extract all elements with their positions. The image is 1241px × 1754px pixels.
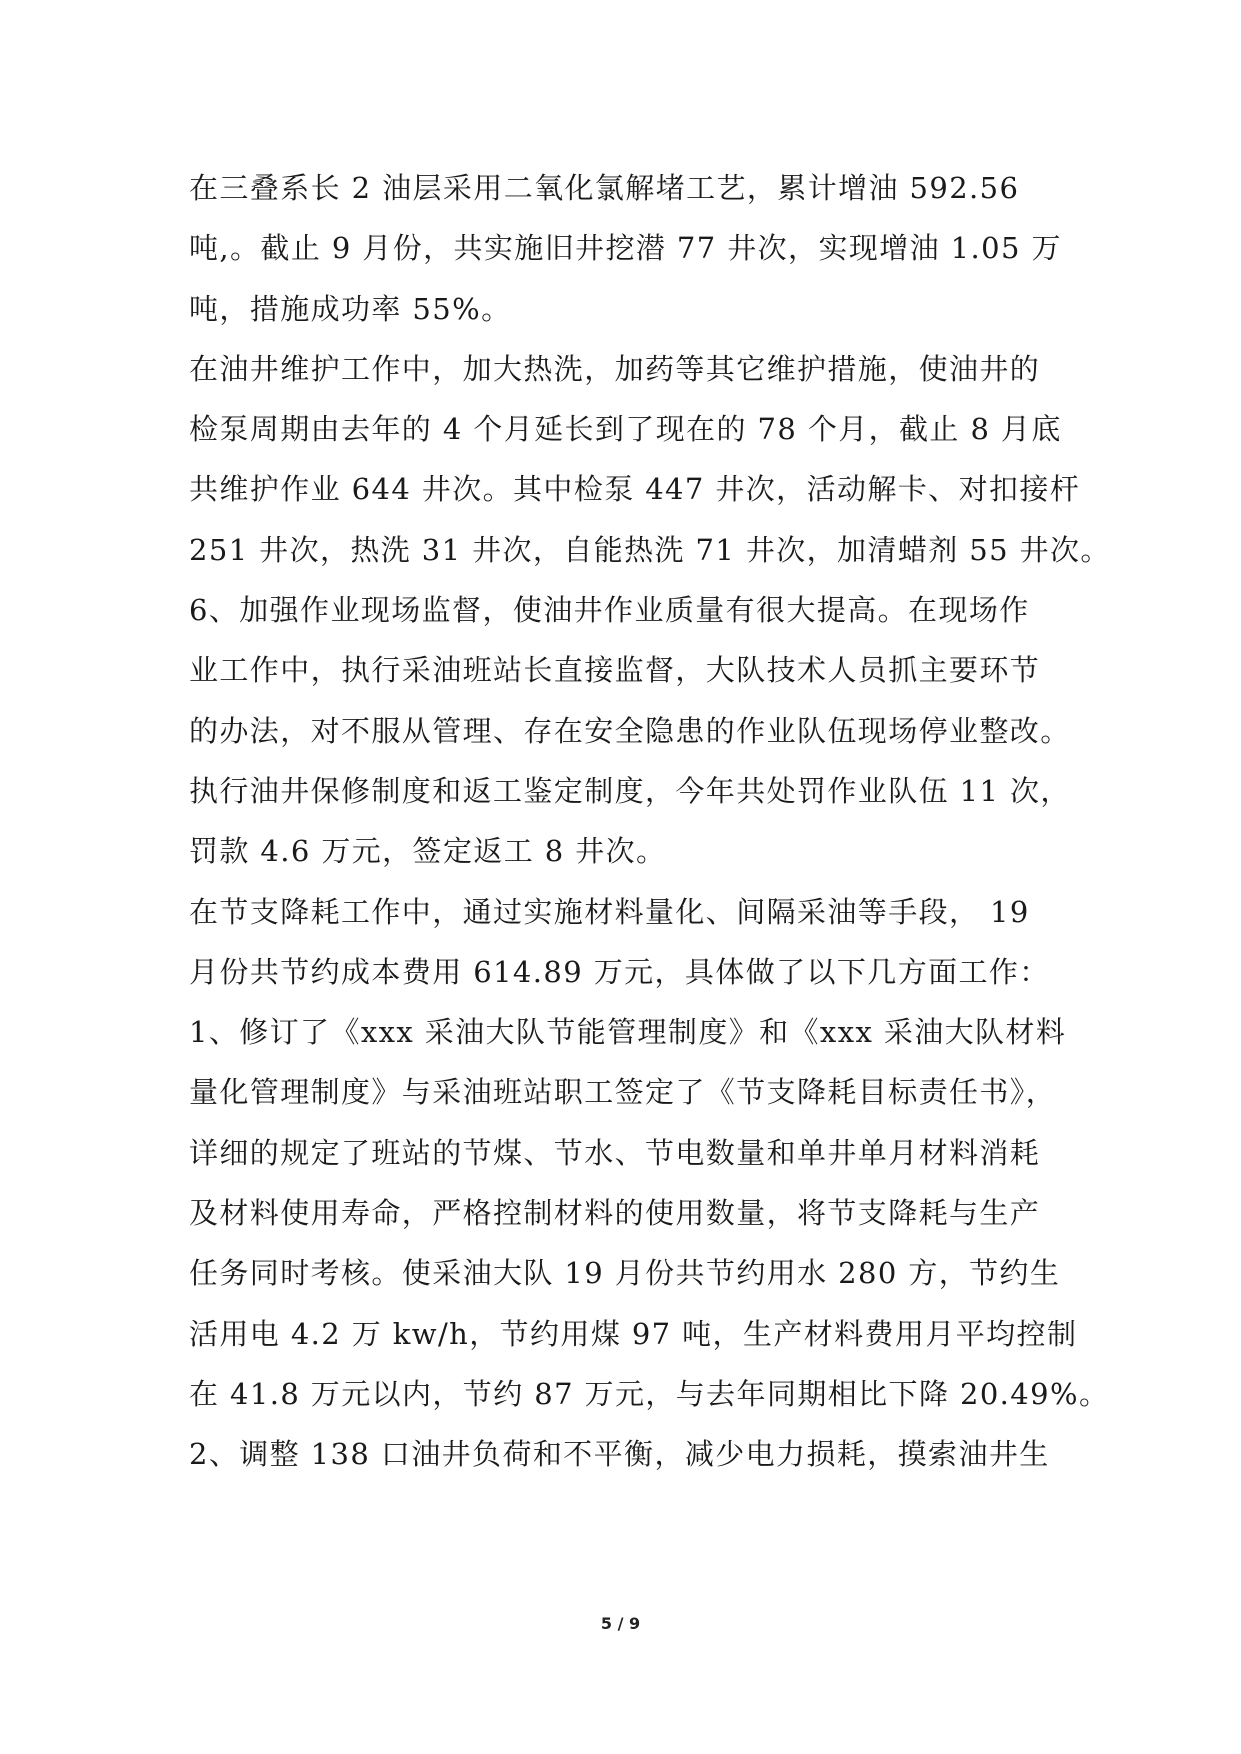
text-line: 检泵周期由去年的 4 个月延长到了现在的 78 个月，截止 8 月底 xyxy=(189,412,1062,447)
text-line: 共维护作业 644 井次。其中检泵 447 井次，活动解卡、对扣接杆 xyxy=(189,472,1081,507)
text-line: 业工作中，执行采油班站长直接监督，大队技术人员抓主要环节 xyxy=(189,653,1041,688)
text-line: 罚款 4.6 万元，签定返工 8 井次。 xyxy=(189,834,667,869)
body-text xyxy=(189,158,1111,1485)
text-line: 251 井次，热洗 31 井次，自能热洗 71 井次，加清蜡剂 55 井次。 xyxy=(189,532,1111,567)
text-line: 在三叠系长 2 油层采用二氧化氯解堵工艺，累计增油 592.56 xyxy=(189,171,1020,205)
text-line: 在节支降耗工作中，通过实施材料量化、间隔采油等手段， 19 xyxy=(189,894,1030,929)
text-line: 1、修订了《xxx 采油大队节能管理制度》和《xxx 采油大队材料 xyxy=(189,1015,1067,1050)
page-number: 5 / 9 xyxy=(600,1614,641,1633)
text-line: 的办法，对不服从管理、存在安全隐患的作业队伍现场停业整改。 xyxy=(189,713,1071,748)
text-line: 吨,。截止 9 月份，共实施旧井挖潜 77 井次，实现增油 1.05 万 xyxy=(189,231,1062,266)
text-line: 及材料使用寿命，严格控制材料的使用数量，将节支降耗与生产 xyxy=(189,1196,1041,1231)
text-line: 在油井维护工作中，加大热洗，加药等其它维护措施，使油井的 xyxy=(189,351,1041,386)
text-line: 月份共节约成本费用 614.89 万元，具体做了以下几方面工作： xyxy=(189,954,1050,989)
text-line: 执行油井保修制度和返工鉴定制度，今年共处罚作业队伍 11 次， xyxy=(189,773,1071,808)
text-line: 在 41.8 万元以内，节约 87 万元，与去年同期相比下降 20.49%。 xyxy=(189,1376,1110,1411)
text-line: 6、加强作业现场监督，使油井作业质量有很大提高。在现场作 xyxy=(189,593,1030,628)
text-line: 2、调整 138 口油井负荷和不平衡，减少电力损耗，摸索油井生 xyxy=(189,1437,1050,1472)
text-line: 任务同时考核。使采油大队 19 月份共节约用水 280 方，节约生 xyxy=(189,1256,1061,1291)
text-line: 详细的规定了班站的节煤、节水、节电数量和单井单月材料消耗 xyxy=(189,1135,1041,1170)
text-line: 吨，措施成功率 55%。 xyxy=(189,291,512,326)
text-line: 量化管理制度》与采油班站职工签定了《节支降耗目标责任书》， xyxy=(189,1075,1057,1110)
text-line: 活用电 4.2 万 kw/h，节约用煤 97 吨，生产材料费用月平均控制 xyxy=(189,1316,1078,1351)
